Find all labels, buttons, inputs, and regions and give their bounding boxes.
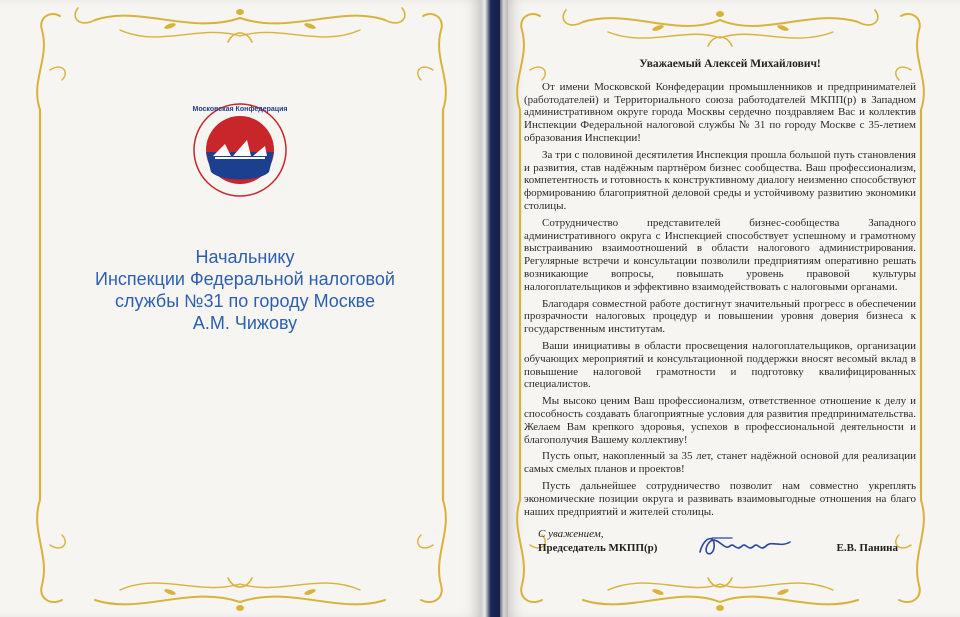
addressee-line-4: А.М. Чижову xyxy=(192,313,298,333)
letter-paragraph: От имени Московской Конфедерации промышленников и предпринимателей (работодателей) и Территориального союза работодателей МКПП(р) в Западном административном округе города Москвы сердечно поздравляем Вас и коллектив Инспекции Федеральной налоговой службы № 31 по городу Москве с 35-летием образования Инспекции! xyxy=(524,80,916,144)
letter-paragraph: Благодаря совместной работе достигнут значительный прогресс в обеспечении прозрачности налоговых процедур и повышении уровня доверия бизнеса к государственным институтам. xyxy=(524,297,916,336)
mkpp-logo xyxy=(185,100,295,200)
signatory-title: Председатель МКПП(р) xyxy=(538,542,658,554)
addressee-line-2: Инспекции Федеральной налоговой xyxy=(95,269,395,289)
letter-paragraph: Пусть опыт, накопленный за 35 лет, станет надёжной основой для реализации самых смелых планов и проектов! xyxy=(524,450,916,476)
svg-text:Московская Конфедерация: Московская Конфедерация xyxy=(192,106,288,113)
spine-gap xyxy=(496,0,500,617)
letter-body xyxy=(524,58,916,522)
signatory-name: Е.В. Панина xyxy=(836,542,898,554)
letter-paragraph: Ваши инициативы в области просвещения налогоплательщиков, организации обучающих мероприятий и консультационной поддержки вносят весомый вклад в повышение налоговой грамотности и подготовку квалифицированных специалистов. xyxy=(524,339,916,391)
greeting: Уважаемый Алексей Михайлович! xyxy=(639,58,821,70)
addressee-line-1: Начальнику xyxy=(195,247,295,267)
addressee-block xyxy=(60,246,430,334)
closing-regards: С уважением, xyxy=(538,528,604,540)
binding-spine xyxy=(480,0,508,617)
letter-paragraph: За три с половиной десятилетия Инспекция прошла большой путь становления и развития, став надёжным партнёром бизнес сообщества. Ваш профессионализм, компетентность и готовность к конструктивному диалогу неизменно способствуют формированию благоприятной деловой среды и устойчивому развитию экономики столицы. xyxy=(524,148,916,212)
letter-paragraph: Пусть дальнейшее сотрудничество позволит нам совместно укреплять экономические позиции округа и развивать взаимовыгодные отношения на благо наших предприятий и жителей столицы. xyxy=(524,479,916,518)
letter-paragraph: Мы высоко ценим Ваш профессионализм, ответственное отношение к делу и способность создавать благоприятные условия для развития предпринимательства. Желаем Вам крепкого здоровья, успехов в профессиональной деятельности и благополучия Вашему коллективу! xyxy=(524,395,916,446)
handwritten-signature xyxy=(694,528,794,562)
addressee-line-3: службы №31 по городу Москве xyxy=(114,291,376,311)
letter-paragraph: Сотрудничество представителей бизнес-сообщества Западного административного округа с Инспекцией способствует успешному и грамотному выстраиванию взаимоотношений в области налогового администрирования. Регулярные встречи и консультации позволили предприятиям оперативно решать возникающие вопросы, повышать уровень правовой культуры налогоплательщиков и эффективно взаимодействовать с налоговыми органами. xyxy=(524,216,916,293)
